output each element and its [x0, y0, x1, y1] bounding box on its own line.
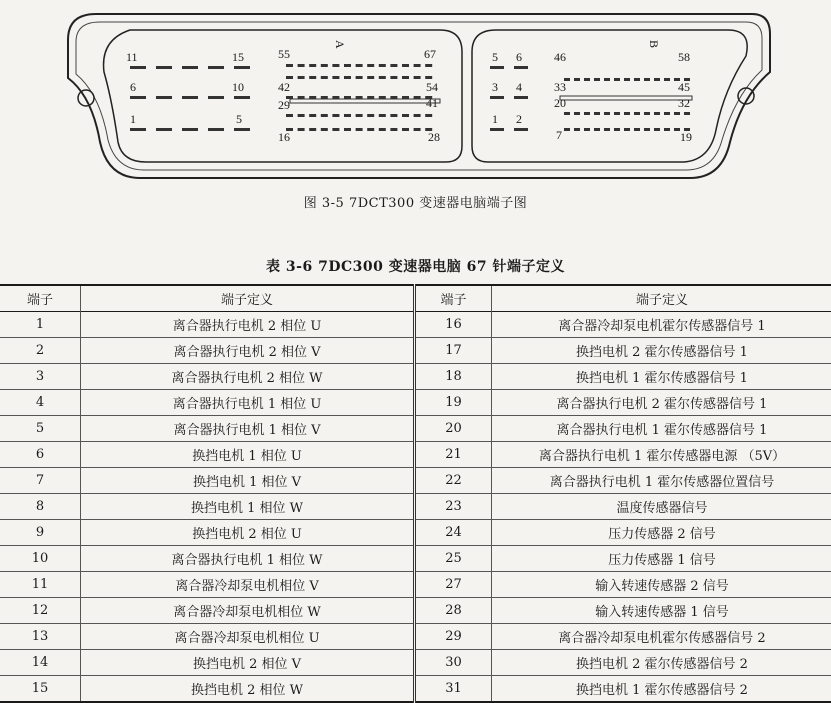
pin-slot — [309, 76, 316, 79]
cell-definition: 温度传感器信号 — [492, 494, 831, 520]
pin-slot — [390, 114, 397, 117]
pin-slot — [309, 64, 316, 67]
header-definition: 端子定义 — [81, 285, 415, 312]
pin-slot — [379, 114, 386, 117]
small-pin-block-left — [130, 66, 250, 131]
pin-slot — [425, 114, 432, 117]
cell-terminal: 25 — [415, 546, 492, 572]
cell-terminal: 31 — [415, 676, 492, 703]
pin-slot — [654, 128, 660, 131]
cell-definition: 离合器执行电机 1 霍尔传感器电源 （5V） — [492, 442, 831, 468]
pin-label: 10 — [232, 80, 244, 94]
header-terminal: 端子 — [415, 285, 492, 312]
pin-slot — [514, 66, 528, 69]
terminal-definition-table — [0, 284, 831, 703]
pin-label: 5 — [236, 112, 242, 126]
cell-definition: 压力传感器 1 信号 — [492, 546, 831, 572]
cell-terminal: 19 — [415, 390, 492, 416]
pin-slot — [634, 112, 640, 115]
pin-label: 20 — [554, 96, 566, 110]
cell-definition: 离合器冷却泵电机相位 W — [81, 598, 415, 624]
pin-slot — [390, 128, 397, 131]
pin-slot — [614, 78, 620, 81]
pin-slot — [234, 128, 250, 131]
cell-definition: 离合器执行电机 1 相位 V — [81, 416, 415, 442]
cell-definition: 离合器执行电机 2 相位 V — [81, 338, 415, 364]
pin-label: 2 — [516, 112, 522, 126]
table-caption: 表 3-6 7DC300 变速器电脑 67 针端子定义 — [0, 256, 831, 276]
pin-slot — [634, 128, 640, 131]
pin-slot — [584, 78, 590, 81]
pin-slot — [298, 128, 305, 131]
pin-slot — [614, 112, 620, 115]
pin-slot — [614, 128, 620, 131]
pin-label: 28 — [428, 130, 440, 144]
connector-diagram — [0, 0, 831, 190]
table-row — [0, 416, 831, 442]
cell-definition: 离合器执行电机 2 相位 W — [81, 364, 415, 390]
pin-label: 1 — [130, 112, 136, 126]
pin-label: 54 — [426, 80, 438, 94]
pin-slot — [644, 112, 650, 115]
pin-slot — [321, 64, 328, 67]
pin-slot — [332, 128, 339, 131]
pin-slot — [604, 78, 610, 81]
pin-slot — [644, 128, 650, 131]
pin-slot — [664, 112, 670, 115]
cell-definition: 压力传感器 2 信号 — [492, 520, 831, 546]
pin-slot — [356, 128, 363, 131]
table-row — [0, 598, 831, 624]
pin-label: 11 — [126, 50, 138, 64]
table-row — [0, 390, 831, 416]
table-row — [0, 572, 831, 598]
pin-slot — [490, 128, 504, 131]
pin-label: 3 — [492, 80, 498, 94]
pin-slot — [130, 66, 146, 69]
cell-terminal: 29 — [415, 624, 492, 650]
cell-definition: 换挡电机 2 霍尔传感器信号 2 — [492, 650, 831, 676]
pin-slot — [514, 96, 528, 99]
cell-definition: 换挡电机 2 相位 W — [81, 676, 415, 703]
pin-slot — [356, 64, 363, 67]
pin-slot — [574, 128, 580, 131]
pin-slot — [604, 128, 610, 131]
pin-bar — [290, 99, 440, 103]
pin-slot — [298, 64, 305, 67]
cell-terminal: 17 — [415, 338, 492, 364]
pin-slot — [344, 114, 351, 117]
table-row — [0, 624, 831, 650]
cell-terminal: 1 — [0, 312, 81, 338]
pin-slot — [624, 128, 630, 131]
cell-terminal: 11 — [0, 572, 81, 598]
pin-slot — [402, 128, 409, 131]
cell-terminal: 24 — [415, 520, 492, 546]
pin-label: 15 — [232, 50, 244, 64]
pin-slot — [309, 128, 316, 131]
pin-slot — [594, 128, 600, 131]
table-row — [0, 494, 831, 520]
pin-slot — [182, 66, 198, 69]
cell-terminal: 5 — [0, 416, 81, 442]
table-row — [0, 312, 831, 338]
terminal-table-container — [0, 284, 831, 692]
pin-label: 1 — [492, 112, 498, 126]
cell-terminal: 16 — [415, 312, 492, 338]
pin-label: 16 — [278, 130, 290, 144]
pin-slot — [414, 128, 421, 131]
pin-slot — [234, 66, 250, 69]
table-row — [0, 650, 831, 676]
pin-label: 33 — [554, 80, 566, 94]
cell-terminal: 22 — [415, 468, 492, 494]
pin-slot — [390, 64, 397, 67]
table-row — [0, 676, 831, 703]
pin-slot — [490, 66, 504, 69]
cell-definition: 换挡电机 1 相位 U — [81, 442, 415, 468]
cell-terminal: 3 — [0, 364, 81, 390]
pin-slot — [367, 128, 374, 131]
pin-slot — [208, 96, 224, 99]
pin-bar — [560, 96, 692, 100]
pin-slot — [344, 128, 351, 131]
pin-slot — [156, 66, 172, 69]
cell-terminal: 10 — [0, 546, 81, 572]
pin-label: 7 — [556, 128, 562, 142]
pin-label: 55 — [278, 47, 290, 61]
pin-label: 42 — [278, 80, 290, 94]
cell-terminal: 15 — [0, 676, 81, 703]
pin-slot — [130, 128, 146, 131]
table-row — [0, 338, 831, 364]
pin-slot — [584, 112, 590, 115]
pin-slot — [402, 64, 409, 67]
pin-slot — [321, 128, 328, 131]
pin-slot — [414, 114, 421, 117]
pin-slot — [564, 112, 570, 115]
pin-slot — [379, 64, 386, 67]
pin-slot — [594, 78, 600, 81]
pin-slot — [594, 112, 600, 115]
table-body — [0, 312, 831, 703]
cell-definition: 换挡电机 2 霍尔传感器信号 1 — [492, 338, 831, 364]
pin-slot — [234, 96, 250, 99]
cell-definition: 输入转速传感器 1 信号 — [492, 598, 831, 624]
pin-slot — [664, 78, 670, 81]
cell-terminal: 12 — [0, 598, 81, 624]
cell-terminal: 6 — [0, 442, 81, 468]
pin-slot — [321, 114, 328, 117]
pin-label: 5 — [492, 50, 498, 64]
pin-slot — [425, 64, 432, 67]
pin-slot — [584, 128, 590, 131]
pin-slot — [332, 76, 339, 79]
cell-terminal: 9 — [0, 520, 81, 546]
pin-slot — [402, 76, 409, 79]
cell-definition: 输入转速传感器 2 信号 — [492, 572, 831, 598]
cell-definition: 换挡电机 1 霍尔传感器信号 1 — [492, 364, 831, 390]
pin-slot — [414, 76, 421, 79]
pin-slot — [514, 128, 528, 131]
pin-label: 67 — [424, 47, 436, 61]
cell-terminal: 30 — [415, 650, 492, 676]
pin-slot — [298, 76, 305, 79]
pin-slot — [574, 78, 580, 81]
cell-definition: 离合器冷却泵电机相位 V — [81, 572, 415, 598]
pin-slot — [684, 112, 690, 115]
cell-terminal: 27 — [415, 572, 492, 598]
pin-label: 45 — [678, 80, 690, 94]
figure-caption: 图 3-5 7DCT300 变速器电脑端子图 — [0, 192, 831, 211]
pin-slot — [208, 128, 224, 131]
pin-slot — [604, 112, 610, 115]
cell-definition: 离合器执行电机 1 霍尔传感器位置信号 — [492, 468, 831, 494]
pin-slot — [332, 64, 339, 67]
pin-slot — [367, 64, 374, 67]
cell-terminal: 8 — [0, 494, 81, 520]
pin-label: 58 — [678, 50, 690, 64]
pin-slot — [208, 66, 224, 69]
pin-label: 19 — [680, 130, 692, 144]
table-row — [0, 546, 831, 572]
pin-slot — [490, 96, 504, 99]
cell-terminal: 20 — [415, 416, 492, 442]
pin-label: 41 — [426, 96, 438, 110]
pin-slot — [309, 114, 316, 117]
connector-side-label: A — [333, 40, 347, 49]
pin-slot — [286, 64, 293, 67]
cell-definition: 换挡电机 2 相位 U — [81, 520, 415, 546]
cell-definition: 离合器执行电机 2 霍尔传感器信号 1 — [492, 390, 831, 416]
cell-definition: 离合器执行电机 1 相位 U — [81, 390, 415, 416]
pin-slot — [156, 128, 172, 131]
pin-slot — [332, 114, 339, 117]
pin-slot — [564, 128, 570, 131]
pin-slot — [356, 76, 363, 79]
pin-slot — [574, 112, 580, 115]
pin-slot — [624, 78, 630, 81]
pin-slot — [286, 114, 293, 117]
pin-slot — [182, 96, 198, 99]
cell-definition: 离合器执行电机 1 相位 W — [81, 546, 415, 572]
pin-label: 6 — [130, 80, 136, 94]
pin-slot — [367, 114, 374, 117]
cell-definition: 离合器执行电机 1 霍尔传感器信号 1 — [492, 416, 831, 442]
table-row — [0, 364, 831, 390]
cell-definition: 离合器冷却泵电机霍尔传感器信号 1 — [492, 312, 831, 338]
pin-slot — [321, 76, 328, 79]
pin-label: 6 — [516, 50, 522, 64]
pin-slot — [390, 76, 397, 79]
cell-definition: 离合器冷却泵电机相位 U — [81, 624, 415, 650]
cell-terminal: 18 — [415, 364, 492, 390]
cell-terminal: 2 — [0, 338, 81, 364]
pin-rows-b — [560, 78, 692, 131]
pin-slot — [379, 76, 386, 79]
header-terminal: 端子 — [0, 285, 81, 312]
pin-slot — [367, 76, 374, 79]
pin-slot — [344, 76, 351, 79]
cell-terminal: 14 — [0, 650, 81, 676]
pin-slot — [379, 128, 386, 131]
pin-slot — [182, 128, 198, 131]
table-row — [0, 468, 831, 494]
connector-side-label: B — [647, 40, 661, 48]
pin-slot — [344, 64, 351, 67]
table-row — [0, 442, 831, 468]
pin-slot — [634, 78, 640, 81]
cell-terminal: 28 — [415, 598, 492, 624]
pin-slot — [414, 64, 421, 67]
table-header-row — [0, 285, 831, 312]
pin-slot — [130, 96, 146, 99]
pin-slot — [644, 78, 650, 81]
cell-terminal: 13 — [0, 624, 81, 650]
cell-terminal: 23 — [415, 494, 492, 520]
pin-slot — [402, 114, 409, 117]
cell-definition: 离合器冷却泵电机霍尔传感器信号 2 — [492, 624, 831, 650]
cell-terminal: 7 — [0, 468, 81, 494]
pin-slot — [674, 112, 680, 115]
pin-slot — [654, 112, 660, 115]
pin-slot — [298, 114, 305, 117]
pin-slot — [664, 128, 670, 131]
pin-slot — [624, 112, 630, 115]
pin-slot — [156, 96, 172, 99]
cell-terminal: 4 — [0, 390, 81, 416]
pin-label: 32 — [678, 96, 690, 110]
pin-label: 4 — [516, 80, 522, 94]
pin-rows-a — [286, 64, 440, 131]
cell-terminal: 21 — [415, 442, 492, 468]
pin-slot — [356, 114, 363, 117]
pin-slot — [425, 76, 432, 79]
header-definition: 端子定义 — [492, 285, 831, 312]
cell-definition: 换挡电机 1 相位 V — [81, 468, 415, 494]
cell-definition: 离合器执行电机 2 相位 U — [81, 312, 415, 338]
cell-definition: 换挡电机 1 霍尔传感器信号 2 — [492, 676, 831, 703]
pin-slot — [654, 78, 660, 81]
table-row — [0, 520, 831, 546]
pin-label: 29 — [278, 98, 290, 112]
cell-definition: 换挡电机 2 相位 V — [81, 650, 415, 676]
cell-definition: 换挡电机 1 相位 W — [81, 494, 415, 520]
pin-slot — [286, 76, 293, 79]
pin-label: 46 — [554, 50, 566, 64]
